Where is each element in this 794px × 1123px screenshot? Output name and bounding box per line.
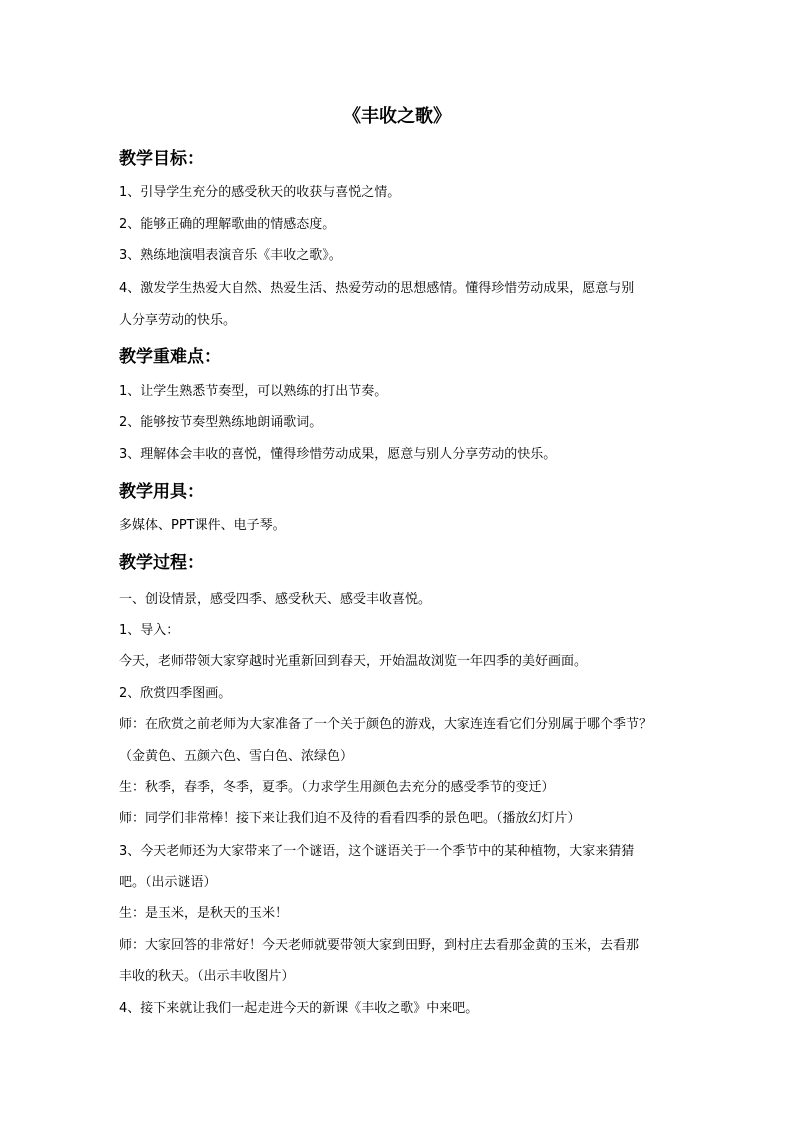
key-point-item: 1、让学生熟悉节奏型，可以熟练的打出节奏。 [119,384,388,399]
objective-item: 3、熟练地演唱表演音乐《丰收之歌》。 [119,248,342,263]
process-item: 3、今天老师还为大家带来了一个谜语，这个谜语关于一个季节中的某种植物，大家来猜猜 [119,844,635,859]
process-item: 师：在欣赏之前老师为大家准备了一个关于颜色的游戏，大家连连看它们分别属于哪个季节？ [119,717,653,732]
tools-heading: 教学用具： [119,482,204,502]
key-points-heading: 教学重难点： [119,347,221,367]
key-point-item: 3、理解体会丰收的喜悦，懂得珍惜劳动成果，愿意与别人分享劳动的快乐。 [119,447,557,462]
process-item-continued: 丰收的秋天。（出示丰收图片） [119,969,295,984]
process-item: 一、创设情景，感受四季、感受秋天、感受丰收喜悦。 [119,592,432,607]
process-item: 生：秋季，春季，冬季，夏季。（力求学生用颜色去充分的感受季节的变迁） [119,780,555,795]
process-item: 生：是玉米，是秋天的玉米！ [119,906,289,921]
key-point-item: 2、能够按节奏型熟练地朗诵歌词。 [119,415,323,430]
process-item: 师：同学们非常棒！接下来让我们迫不及待的看看四季的景色吧。（播放幻灯片） [119,811,581,826]
process-item: 师：大家回答的非常好！今天老师就要带领大家到田野，到村庄去看那金黄的玉米，去看那 [119,938,640,953]
document-title: 《丰收之歌》 [343,106,451,127]
process-item: 今天，老师带领大家穿越时光重新回到春天，开始温故浏览一年四季的美好画面。 [119,654,588,669]
process-item: 1、导入： [119,623,180,638]
objective-item-continued: 人分享劳动的快乐。 [119,313,237,328]
process-item-continued: 吧。（出示谜语） [119,875,217,890]
process-item: 2、欣赏四季图画。 [119,686,232,701]
tools-item: 多媒体、PPT课件、电子琴。 [119,518,286,533]
objective-item: 1、引导学生充分的感受秋天的收获与喜悦之情。 [119,185,401,200]
objectives-heading: 教学目标： [119,149,204,169]
process-item: 4、接下来就让我们一起走进今天的新课《丰收之歌》中来吧。 [119,1001,479,1016]
process-item: （金黄色、五颜六色、雪白色、浓绿色） [119,749,354,764]
objective-item: 2、能够正确的理解歌曲的情感态度。 [119,217,336,232]
process-heading: 教学过程： [119,553,204,573]
objective-item: 4、激发学生热爱大自然、热爱生活、热爱劳动的思想感情。懂得珍惜劳动成果，愿意与别 [119,281,635,296]
